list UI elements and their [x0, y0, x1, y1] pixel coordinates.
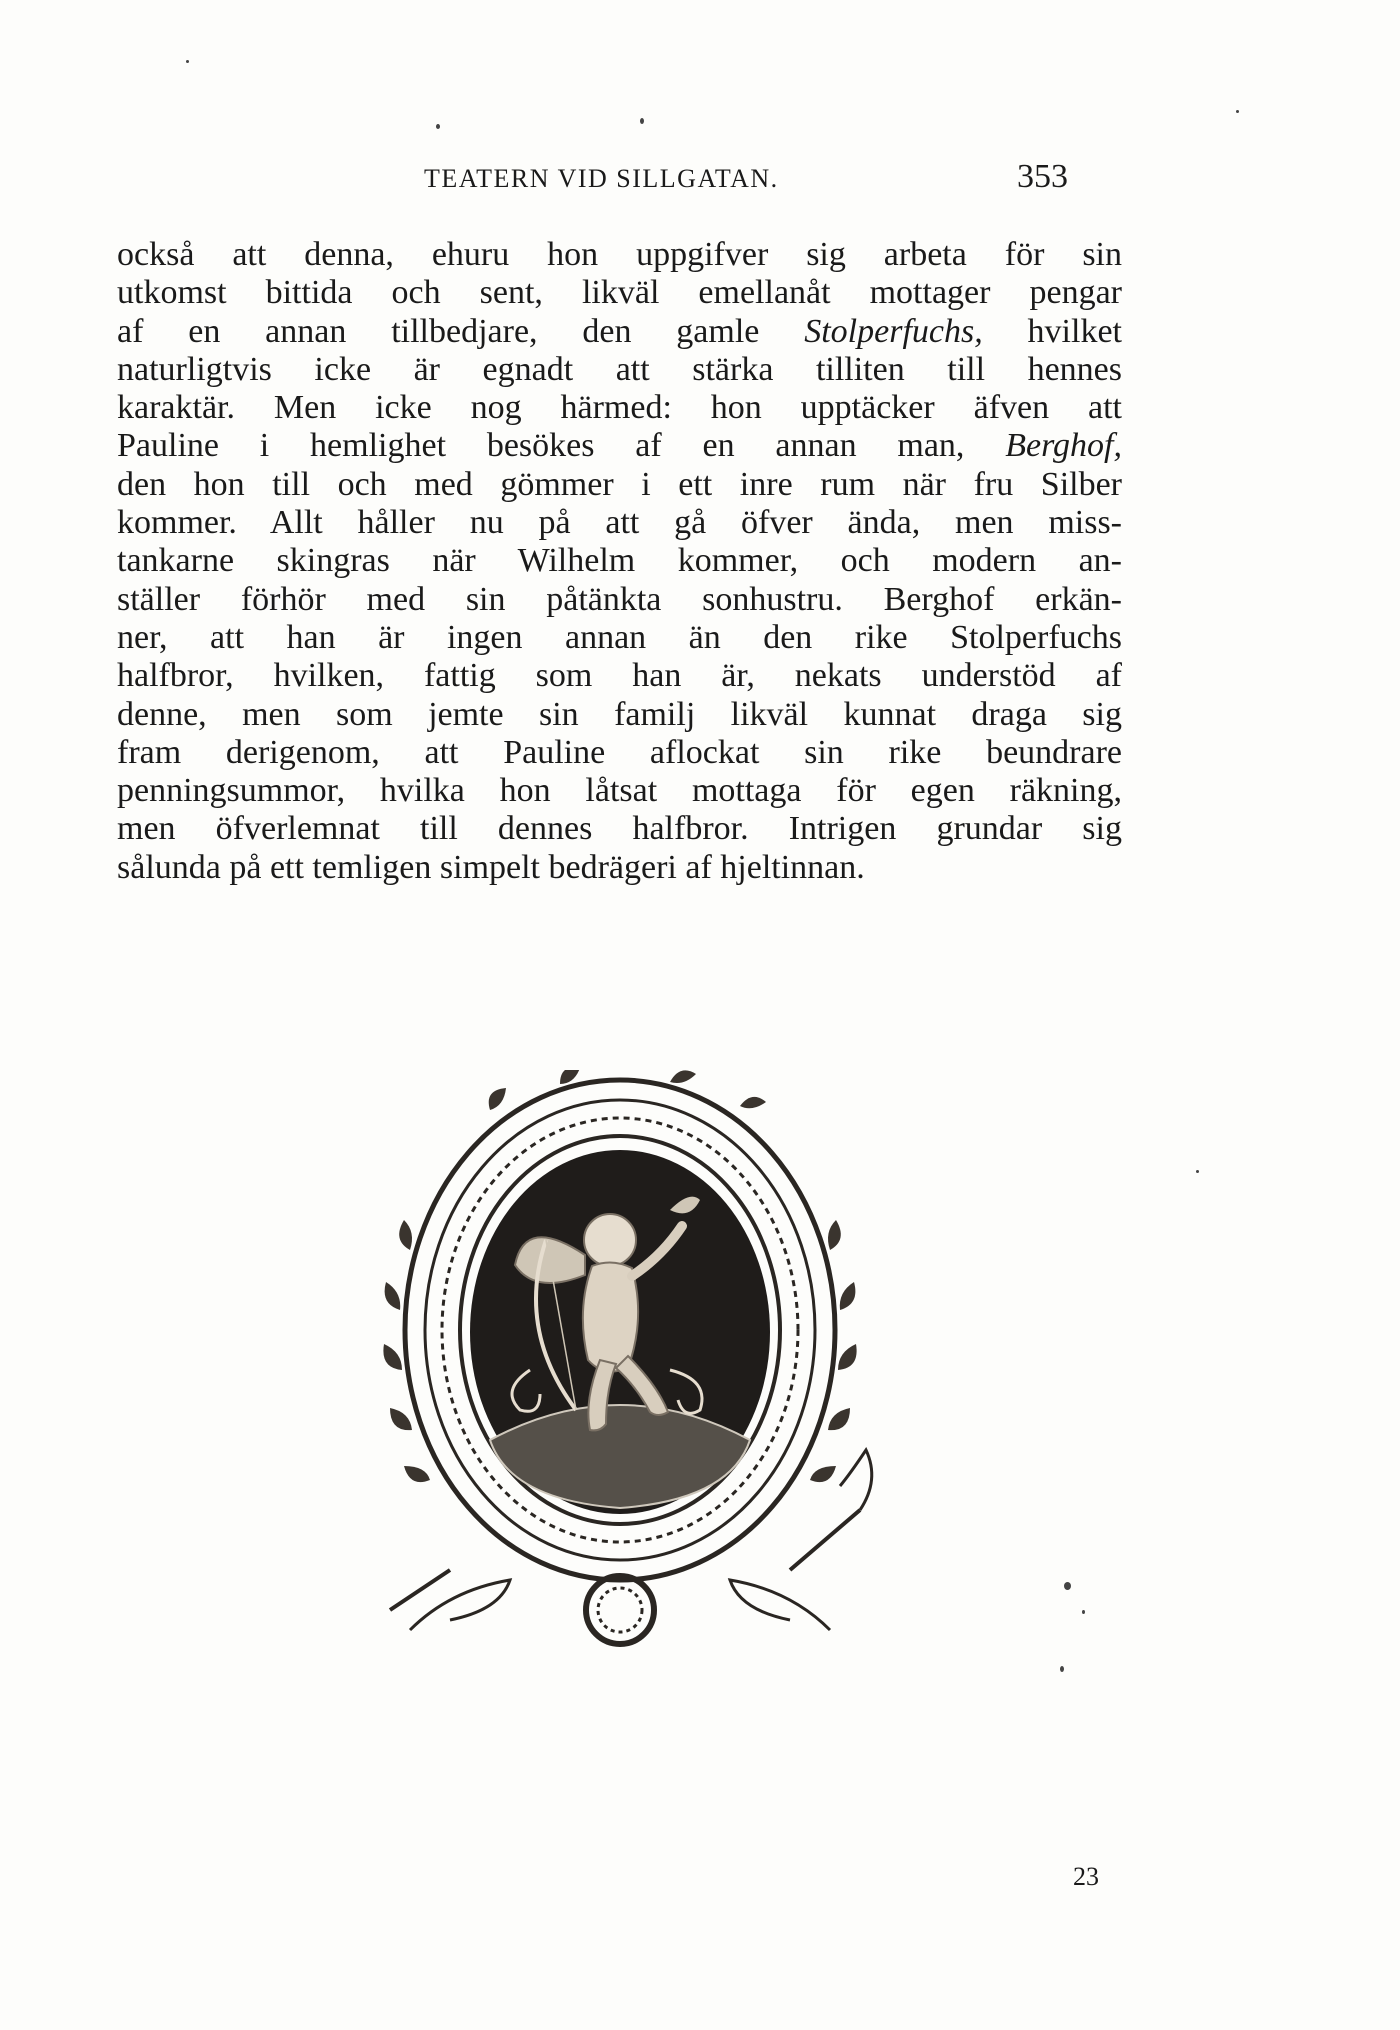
ink-speck [1196, 1170, 1199, 1173]
text-line: sålunda på ett temligen simpelt bedrägeri af hjeltinnan. [117, 848, 865, 886]
name-berghof: Berghof, [1005, 427, 1122, 465]
text-line: naturligtvis icke är egnadt att stärka tilliten till hennes [117, 350, 1122, 388]
ink-speck [1064, 1582, 1071, 1590]
ink-speck [436, 124, 440, 129]
ribbon-bow-bottom [410, 1576, 830, 1644]
text-line: karaktär. Men icke nog härmed: hon upptäcker äfven att [117, 389, 1122, 427]
signature-mark: 23 [1073, 1862, 1099, 1891]
text-line: kommer. Allt håller nu på att gå öfver ända, men miss- [117, 504, 1122, 542]
text-line: men öfverlemnat till dennes halfbror. Intrigen grundar sig [117, 810, 1122, 848]
body-paragraph [117, 236, 1122, 887]
text-line: fram derigenom, att Pauline aflockat sin rike beundrare [117, 733, 1122, 771]
page-number: 353 [1017, 158, 1068, 195]
cupid-medallion-vignette [370, 1070, 890, 1660]
ink-speck [640, 118, 644, 124]
text-line: ställer förhör med sin påtänkta sonhustru. Berghof erkän- [117, 580, 1122, 618]
text-line: tankarne skingras när Wilhelm kommer, och modern an- [117, 542, 1122, 580]
text-line: af en annan tillbedjare, den gamle Stolperfuchs, hvilket [117, 312, 1122, 350]
text-line: denne, men som jemte sin familj likväl kunnat draga sig [117, 695, 1122, 733]
text-line: den hon till och med gömmer i ett inre rum när fru Silber [117, 465, 1122, 503]
text-line: också att denna, ehuru hon uppgifver sig arbeta för sin [117, 236, 1122, 273]
text-line: penningsummor, hvilka hon låtsat mottaga för egen räkning, [117, 772, 1122, 810]
ink-speck [1082, 1610, 1085, 1614]
name-stolperfuchs: Stolperfuchs, [804, 312, 983, 350]
running-head: TEATERN VID SILLGATAN. [424, 164, 779, 193]
ink-speck [186, 60, 189, 63]
ink-speck [1060, 1666, 1064, 1672]
text-line: Pauline i hemlighet besökes af en annan man, Berghof, [117, 427, 1122, 465]
text-line: halfbror, hvilken, fattig som han är, nekats understöd af [117, 657, 1122, 695]
text-line: ner, att han är ingen annan än den rike Stolperfuchs [117, 618, 1122, 656]
text-line: utkomst bittida och sent, likväl emellanåt mottager pengar [117, 274, 1122, 312]
ink-speck [1236, 110, 1239, 113]
